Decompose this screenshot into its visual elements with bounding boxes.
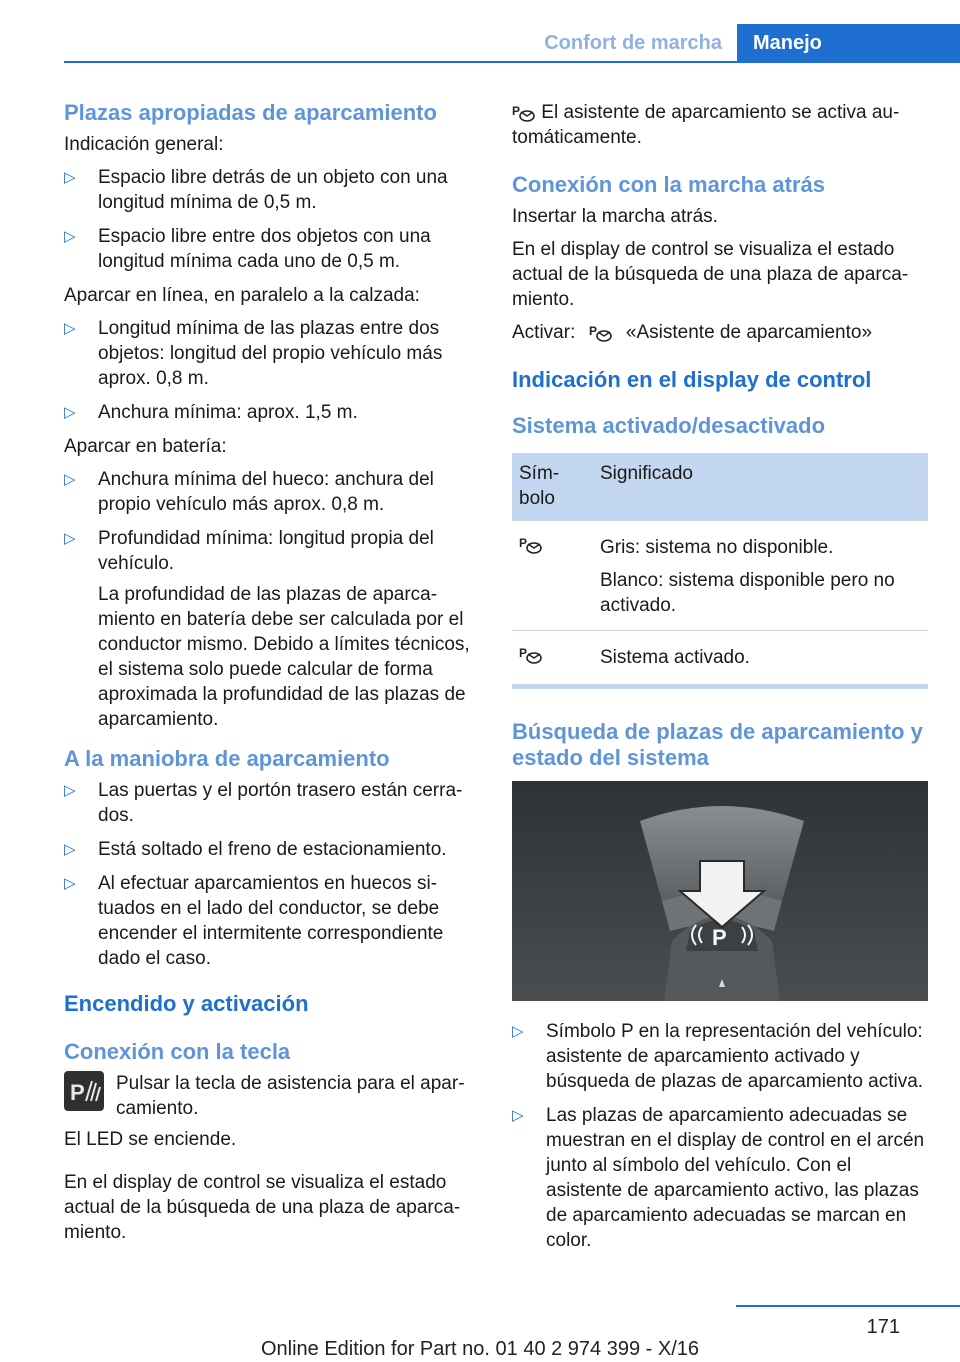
parking-display-image: [512, 781, 928, 1001]
park-assist-icon: [512, 103, 536, 123]
item-text: Las puertas y el portón trasero están cerrados.: [98, 780, 463, 826]
heading-maniobra: A la maniobra de aparcamiento: [64, 746, 390, 771]
right-column: [512, 100, 928, 1262]
photo-p-symbol: P: [712, 925, 727, 950]
bullet-icon: ▷: [64, 228, 76, 245]
general-label: Indicación general:: [64, 134, 224, 155]
svg-text:P: P: [519, 646, 528, 660]
activar-row: [512, 320, 928, 345]
item-text: Al efectuar aparcamientos en huecos situados en el lado del conductor, se debe encender el intermitente correspondiente dado el caso.: [98, 873, 444, 969]
park-assist-icon: [587, 323, 615, 343]
edition-text: Online Edition for Part no. 01 40 2 974 399 - X/16: [260, 1338, 700, 1360]
meaning-cell: [593, 521, 928, 631]
bateria-label: Aparcar en batería:: [64, 436, 227, 457]
item-text: Símbolo P en la representación del vehículo: asistente de aparcamiento activado y búsqueda de plazas de aparcamiento activa.: [546, 1021, 924, 1092]
svg-text:P: P: [588, 323, 597, 338]
item-text: Anchura mínima: aprox. 1,5 m.: [98, 402, 358, 423]
page-number: 171: [866, 1316, 900, 1338]
item-text: Espacio libre entre dos objetos con una longitud mínima cada uno de 0,5 m.: [98, 226, 431, 272]
item-text: Anchura mínima del hueco: anchura del propio vehículo más aprox. 0,8 m.: [98, 469, 434, 515]
list-item: [64, 467, 478, 517]
list-item: [64, 224, 478, 274]
display-text-right: En el display de control se visualiza el estado actual de la búsqueda de una plaza de aparcamiento.: [512, 239, 909, 310]
svg-text:P: P: [512, 103, 521, 118]
heading-encendido: Encendido y activación: [64, 991, 309, 1016]
symbol-cell: [512, 521, 593, 631]
list-item: [64, 316, 478, 391]
header-rule: [64, 61, 960, 63]
tecla-text: Pulsar la tecla de asistencia para el aparcamiento.: [116, 1073, 465, 1119]
item-text: Espacio libre detrás de un objeto con una longitud mínima de 0,5 m.: [98, 167, 448, 213]
linea-list: [64, 316, 478, 425]
table-header: [512, 453, 928, 521]
list-item: [64, 778, 478, 828]
list-item: [64, 526, 478, 732]
symbol-cell: [512, 631, 593, 687]
item-text: Las plazas de aparcamiento adecuadas se muestran en el display de control en el arcén junto al símbolo del vehículo. Con el asistente de aparcamiento activo, las plazas de aparcamiento adecuadas se marcan en color.: [546, 1105, 925, 1251]
symbol-table: [512, 453, 928, 689]
list-item: [64, 837, 478, 862]
bateria-list: [64, 467, 478, 732]
marcha-text: Insertar la marcha atrás.: [512, 206, 718, 227]
activar-value: «Asistente de aparcamiento»: [625, 322, 873, 343]
list-item: [512, 1103, 928, 1253]
auto-text: El asistente de aparcamiento se activa automáticamente.: [512, 102, 900, 148]
item-text: Longitud mínima de las plazas entre dos objetos: longitud del propio vehículo más aprox. 0,8 m.: [98, 318, 443, 389]
maniobra-list: [64, 778, 478, 971]
bullet-icon: ▷: [64, 841, 76, 858]
bullet-icon: ▷: [64, 782, 76, 799]
park-assist-icon: [519, 535, 543, 555]
bullet-icon: ▷: [64, 169, 76, 186]
item-text: Está soltado el freno de estacionamiento.: [98, 839, 447, 860]
bullet-icon: ▷: [512, 1023, 524, 1040]
bullet-icon: ▷: [64, 471, 76, 488]
bullet-icon: ▷: [64, 530, 76, 547]
svg-text:P: P: [519, 536, 528, 550]
park-assist-key-icon: [64, 1071, 104, 1111]
bullet-icon: ▷: [512, 1107, 524, 1124]
item-text: Profundidad mínima: longitud propia del vehículo.: [98, 528, 434, 574]
heading-busqueda: Búsqueda de plazas de aparcamiento y estado del sistema: [512, 719, 923, 770]
svg-text:P: P: [70, 1080, 85, 1105]
list-item: [64, 871, 478, 971]
bullet-icon: ▷: [64, 875, 76, 892]
linea-label: Aparcar en línea, en paralelo a la calzada:: [64, 285, 420, 306]
tecla-row: [64, 1071, 478, 1121]
footer-rule: [736, 1305, 960, 1307]
list-item: [512, 1019, 928, 1094]
led-text: El LED se enciende.: [64, 1129, 237, 1150]
general-list: [64, 165, 478, 274]
bullet-icon: ▷: [64, 404, 76, 421]
display-text: En el display de control se visualiza el estado actual de la búsqueda de una plaza de aparcamiento.: [64, 1172, 461, 1243]
col-significado: Significado: [593, 453, 928, 521]
meaning-cell: Sistema activado.: [593, 631, 928, 687]
activar-label: Activar:: [512, 322, 576, 343]
col-simbolo: Símbolo: [512, 453, 593, 521]
table-row: [512, 521, 928, 631]
table-row: [512, 631, 928, 687]
heading-plazas: Plazas apropiadas de aparcamiento: [64, 100, 437, 125]
busqueda-list: [512, 1019, 928, 1253]
heading-indicacion: Indicación en el display de control: [512, 367, 872, 392]
tab-confort-de-marcha: Confort de marcha: [544, 31, 722, 54]
heading-marcha: Conexión con la marcha atrás: [512, 172, 825, 197]
tab-manejo: Manejo: [737, 24, 960, 62]
heading-tecla: Conexión con la tecla: [64, 1039, 291, 1064]
list-item: [64, 400, 478, 425]
meaning-blanco: Blanco: sistema disponible pero no activado.: [600, 570, 895, 616]
bullet-icon: ▷: [64, 320, 76, 337]
bateria-note: La profundidad de las plazas de aparcamiento en batería debe ser calculada por el conductor mismo. Debido a límites técnicos, el sistema solo puede calcular de forma aproximada la profundidad de las plazas de aparcamiento.: [98, 584, 470, 730]
auto-paragraph: [512, 100, 928, 150]
left-column: [64, 100, 478, 1253]
list-item: [64, 165, 478, 215]
park-assist-icon: [519, 645, 543, 665]
heading-sistema: Sistema activado/desactivado: [512, 413, 826, 438]
meaning-gris: Gris: sistema no disponible.: [600, 537, 834, 558]
